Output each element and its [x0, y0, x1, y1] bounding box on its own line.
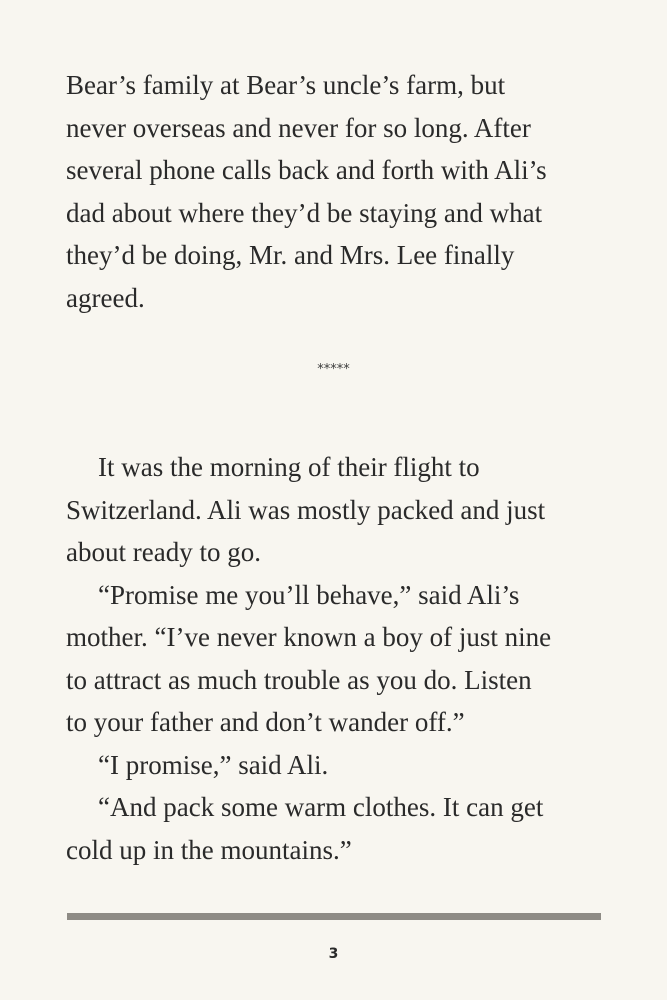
text-line: about ready to go.	[66, 537, 261, 567]
text-line: mother. “I’ve never known a boy of just nine	[66, 622, 552, 652]
text-line: they’d be doing, Mr. and Mrs. Lee finally	[66, 240, 515, 270]
text-line: It was the morning of their flight to	[98, 452, 480, 482]
text-line: dad about where they’d be staying and what	[66, 197, 543, 228]
text-line: “I promise,” said Ali.	[98, 749, 329, 780]
text-line: “Promise me you’ll behave,” said Ali’s	[98, 579, 520, 610]
paragraph	[66, 744, 626, 787]
page-number: 3	[328, 946, 339, 962]
paragraph	[66, 446, 626, 574]
text-line: never overseas and never for so long. After	[66, 112, 531, 143]
text-line: Switzerland. Ali was mostly packed and just	[66, 494, 546, 525]
text-line: agreed.	[66, 282, 145, 313]
paragraph	[66, 786, 626, 871]
text-line: cold up in the mountains.”	[66, 834, 352, 865]
text-line: “And pack some warm clothes. It can get	[98, 792, 544, 822]
text-line: Bear’s family at Bear’s uncle’s farm, but	[66, 70, 506, 100]
continued-paragraph	[66, 64, 626, 319]
story-section	[66, 446, 626, 871]
section-break: *****	[317, 362, 350, 377]
paragraph	[66, 574, 626, 744]
text-line: several phone calls back and forth with Ali’s	[66, 155, 547, 185]
text-line: to attract as much trouble as you do. Listen	[66, 664, 532, 695]
text-line: to your father and don’t wander off.”	[66, 707, 465, 737]
footer-rule	[67, 913, 601, 920]
